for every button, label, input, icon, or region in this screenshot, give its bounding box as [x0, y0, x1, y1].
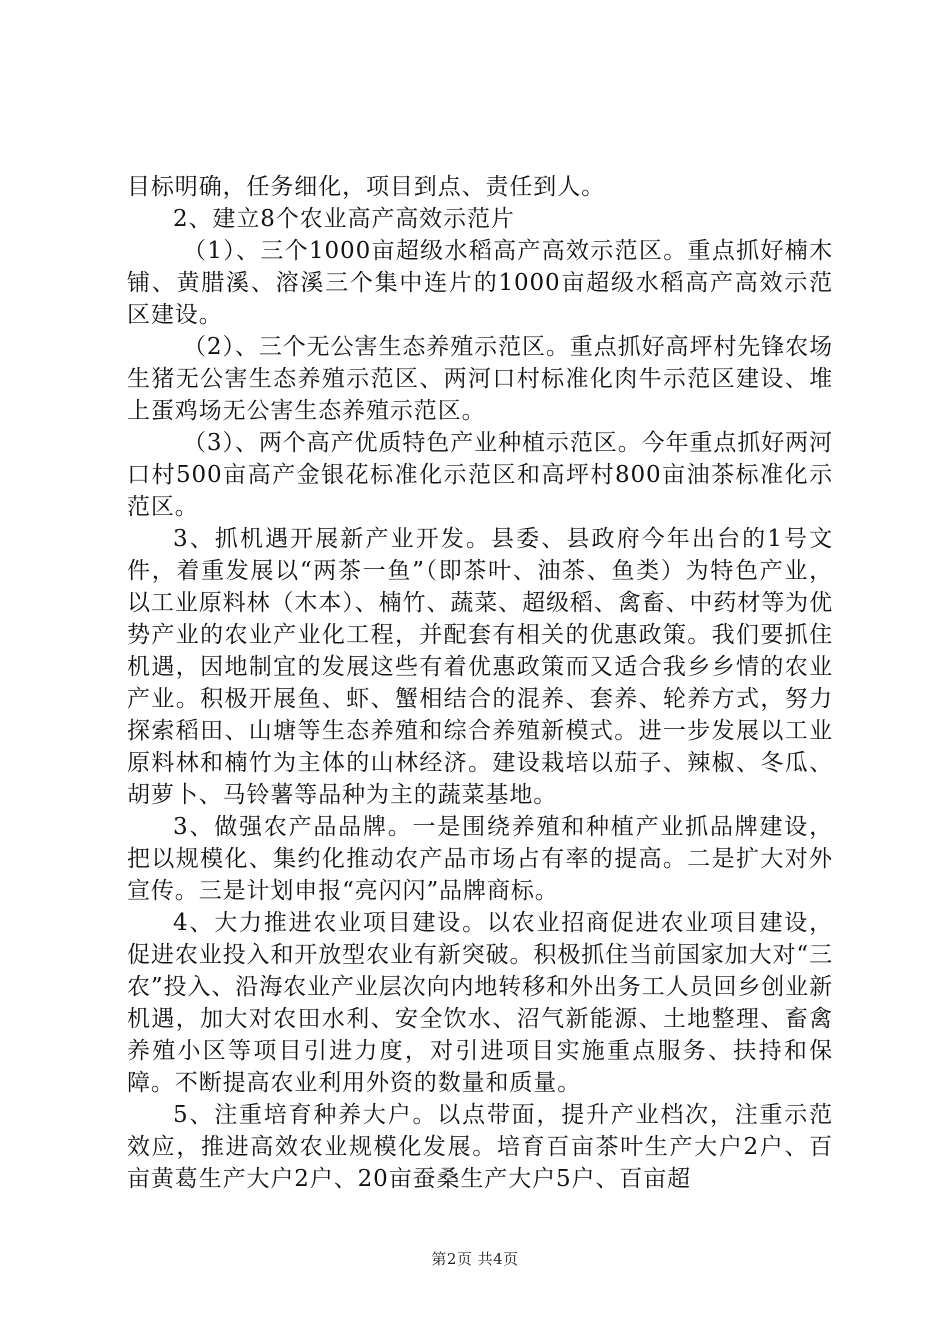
paragraph-sub-1: （1）、三个1000亩超级水稻高产高效示范区。重点抓好楠木铺、黄腊溪、溶溪三个集中连片的1000亩超级水稻高产高效示范区建设。	[127, 238, 833, 328]
paragraph-section-4-projects: 4、大力推进农业项目建设。以农业招商促进农业项目建设，促进农业投入和开放型农业有新突破。积极抓住当前国家加大对“三农”投入、沿海农业产业层次向内地转移和外出务工人员回乡创业新机遇，加大对农田水利、安全饮水、沼气新能源、土地整理、畜禽养殖小区等项目引进力度，对引进项目实施重点服务、扶持和保障。不断提高农业利用外资的数量和质量。	[127, 910, 833, 1096]
paragraph-continuation: 目标明确，任务细化，项目到点、责任到人。	[127, 174, 605, 200]
paragraph-section-3-brand: 3、做强农产品品牌。一是围绕养殖和种植产业抓品牌建设，把以规模化、集约化推动农产品市场占有率的提高。二是扩大对外宣传。三是计划申报“亮闪闪”品牌商标。	[127, 814, 833, 904]
paragraph-section-3-new-industry: 3、抓机遇开展新产业开发。县委、县政府今年出台的1号文件，着重发展以“两茶一鱼”（即茶叶、油茶、鱼类）为特色产业，以工业原料林（木本）、楠竹、蔬菜、超级稻、禽畜、中药材等为优势产业的农业产业化工程，并配套有相关的优惠政策。我们要抓住机遇，因地制宜的发展这些有着优惠政策而又适合我乡乡情的农业产业。积极开展鱼、虾、蟹相结合的混养、套养、轮养方式，努力探索稻田、山塘等生态养殖和综合养殖新模式。进一步发展以工业原料林和楠竹为主体的山林经济。建设栽培以茄子、辣椒、冬瓜、胡萝卜、马铃薯等品种为主的蔬菜基地。	[127, 526, 833, 808]
paragraph-sub-2: （2）、三个无公害生态养殖示范区。重点抓好高坪村先锋农场生猪无公害生态养殖示范区、两河口村标准化肉牛示范区建设、堆上蛋鸡场无公害生态养殖示范区。	[127, 334, 833, 424]
paragraph-sub-3: （3）、两个高产优质特色产业种植示范区。今年重点抓好两河口村500亩高产金银花标准化示范区和高坪村800亩油茶标准化示范区。	[127, 430, 833, 520]
paragraph-heading-2: 2、建立8个农业高产高效示范片	[173, 206, 515, 232]
paragraph-section-5-large-households: 5、注重培育种养大户。以点带面，提升产业档次，注重示范效应，推进高效农业规模化发展。培育百亩茶叶生产大户2户、百亩黄葛生产大户2户、20亩蚕桑生产大户5户、百亩超	[127, 1102, 833, 1192]
document-body	[127, 171, 833, 1195]
page-footer: 第2页 共4页	[431, 1250, 519, 1268]
